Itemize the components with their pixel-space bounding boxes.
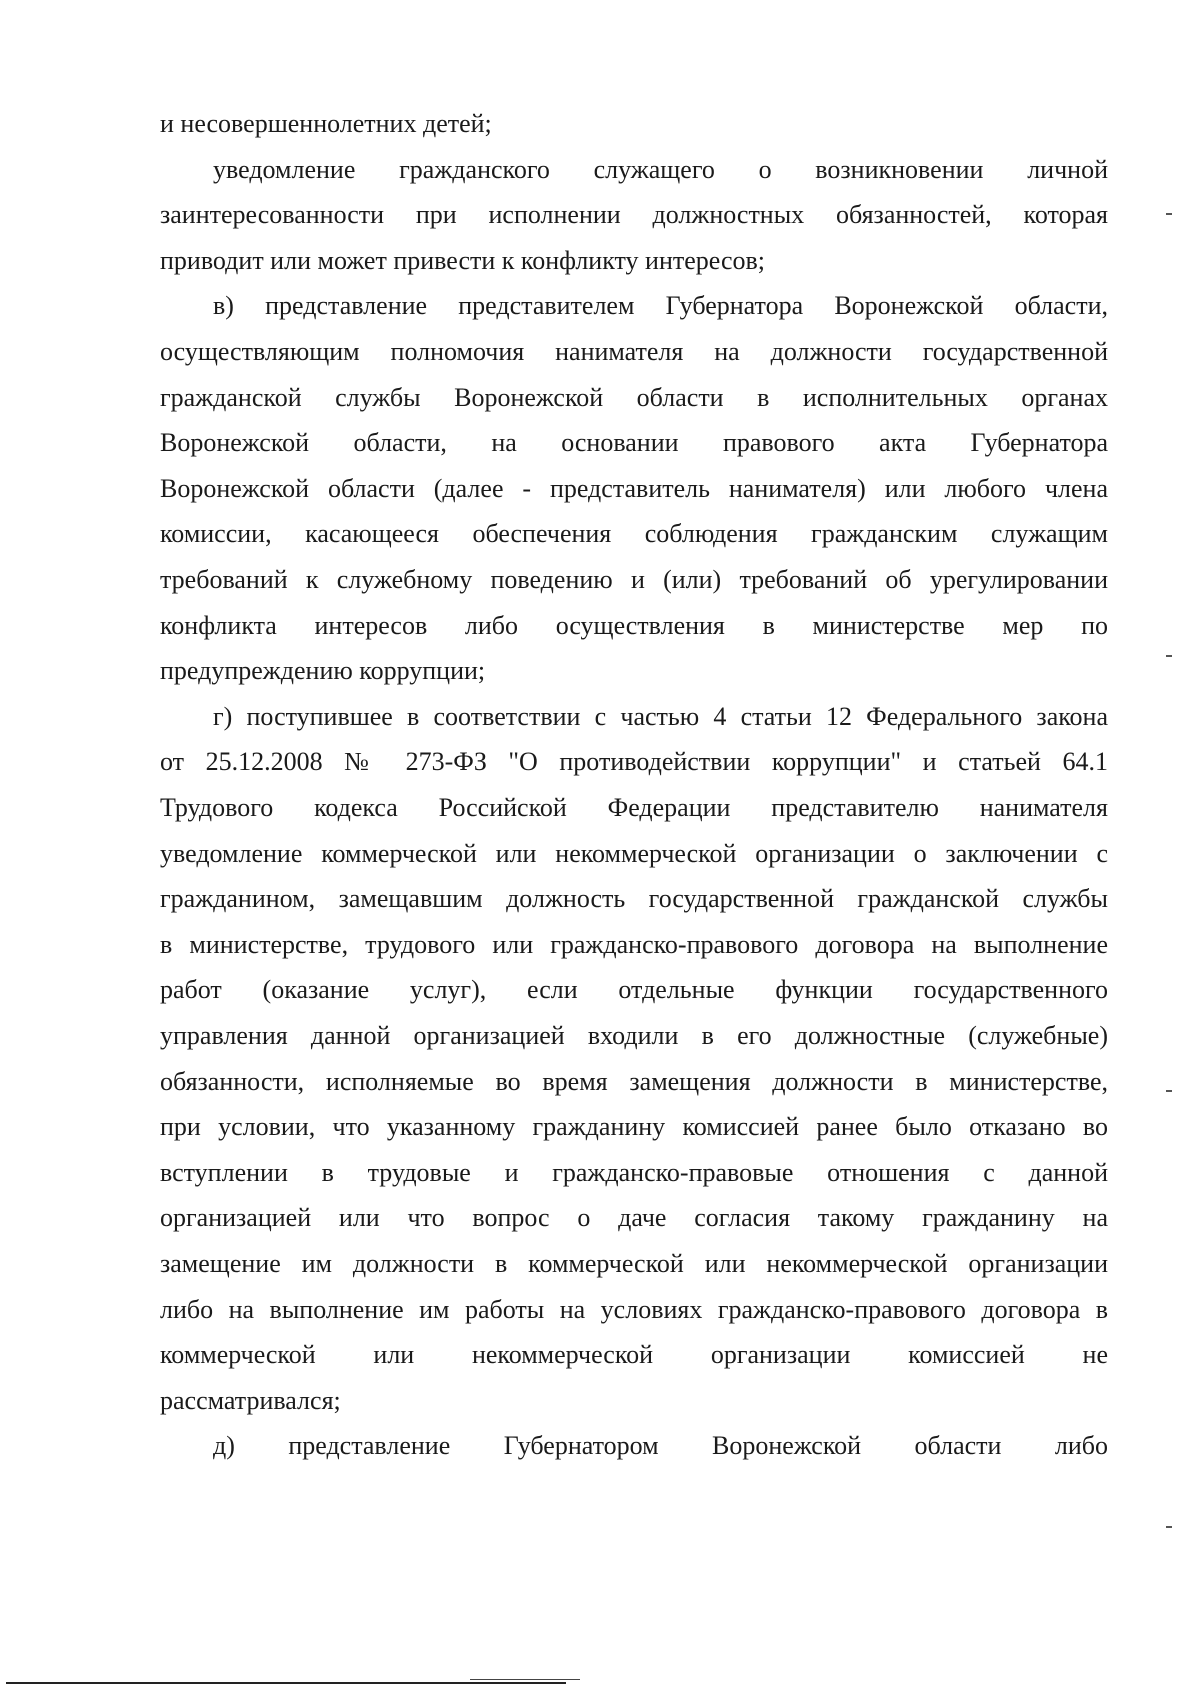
footer-rule-thin xyxy=(470,1679,580,1680)
text-line: гражданской службы Воронежской области в исполнительных органах xyxy=(160,383,1108,412)
text-line: в министерстве, трудового или гражданско-правового договора на выполнение xyxy=(160,930,1108,959)
text-line: уведомление коммерческой или некоммерческой организации о заключении с xyxy=(160,839,1108,868)
text-line: предупреждению коррупции; xyxy=(160,656,486,685)
text-line: приводит или может привести к конфликту интересов; xyxy=(160,246,765,275)
text-line: от 25.12.2008 № 273-ФЗ "О противодействии коррупции" и статьей 64.1 xyxy=(160,747,1108,776)
text-line: организацией или что вопрос о даче согласия такому гражданину на xyxy=(160,1203,1108,1232)
text-line: Трудового кодекса Российской Федерации представителю нанимателя xyxy=(160,793,1108,822)
text-line: г) поступившее в соответствии с частью 4 статьи 12 Федерального закона xyxy=(213,702,1108,731)
text-line: гражданином, замещавшим должность государственной гражданской службы xyxy=(160,884,1108,913)
text-line: вступлении в трудовые и гражданско-правовые отношения с данной xyxy=(160,1158,1108,1187)
text-line: и несовершеннолетних детей; xyxy=(160,109,492,138)
text-line: Воронежской области, на основании правового акта Губернатора xyxy=(160,428,1108,457)
text-line: заинтересованности при исполнении должностных обязанностей, которая xyxy=(160,200,1108,229)
scan-mark xyxy=(1166,213,1172,215)
text-line: д) представление Губернатором Воронежской области либо xyxy=(213,1431,1108,1460)
text-line: уведомление гражданского служащего о возникновении личной xyxy=(213,155,1108,184)
text-line: рассматривался; xyxy=(160,1386,341,1415)
text-line: обязанности, исполняемые во время замещения должности в министерстве, xyxy=(160,1067,1108,1096)
text-line: Воронежской области (далее - представитель нанимателя) или любого члена xyxy=(160,474,1108,503)
text-line: требований к служебному поведению и (или) требований об урегулировании xyxy=(160,565,1108,594)
text-line: в) представление представителем Губернатора Воронежской области, xyxy=(213,291,1108,320)
text-line: работ (оказание услуг), если отдельные функции государственного xyxy=(160,975,1108,1004)
text-line: комиссии, касающееся обеспечения соблюдения гражданским служащим xyxy=(160,519,1108,548)
scan-mark xyxy=(1166,1090,1172,1092)
text-line: управления данной организацией входили в его должностные (служебные) xyxy=(160,1021,1108,1050)
scan-mark xyxy=(1166,655,1172,657)
footer-rule xyxy=(6,1682,566,1684)
text-line: коммерческой или некоммерческой организации комиссией не xyxy=(160,1340,1108,1369)
text-line: конфликта интересов либо осуществления в министерстве мер по xyxy=(160,611,1108,640)
text-line: при условии, что указанному гражданину комиссией ранее было отказано во xyxy=(160,1112,1108,1141)
text-line: либо на выполнение им работы на условиях гражданско-правового договора в xyxy=(160,1295,1108,1324)
scan-mark xyxy=(1166,1526,1172,1528)
text-line: замещение им должности в коммерческой или некоммерческой организации xyxy=(160,1249,1108,1278)
text-line: осуществляющим полномочия нанимателя на должности государственной xyxy=(160,337,1108,366)
